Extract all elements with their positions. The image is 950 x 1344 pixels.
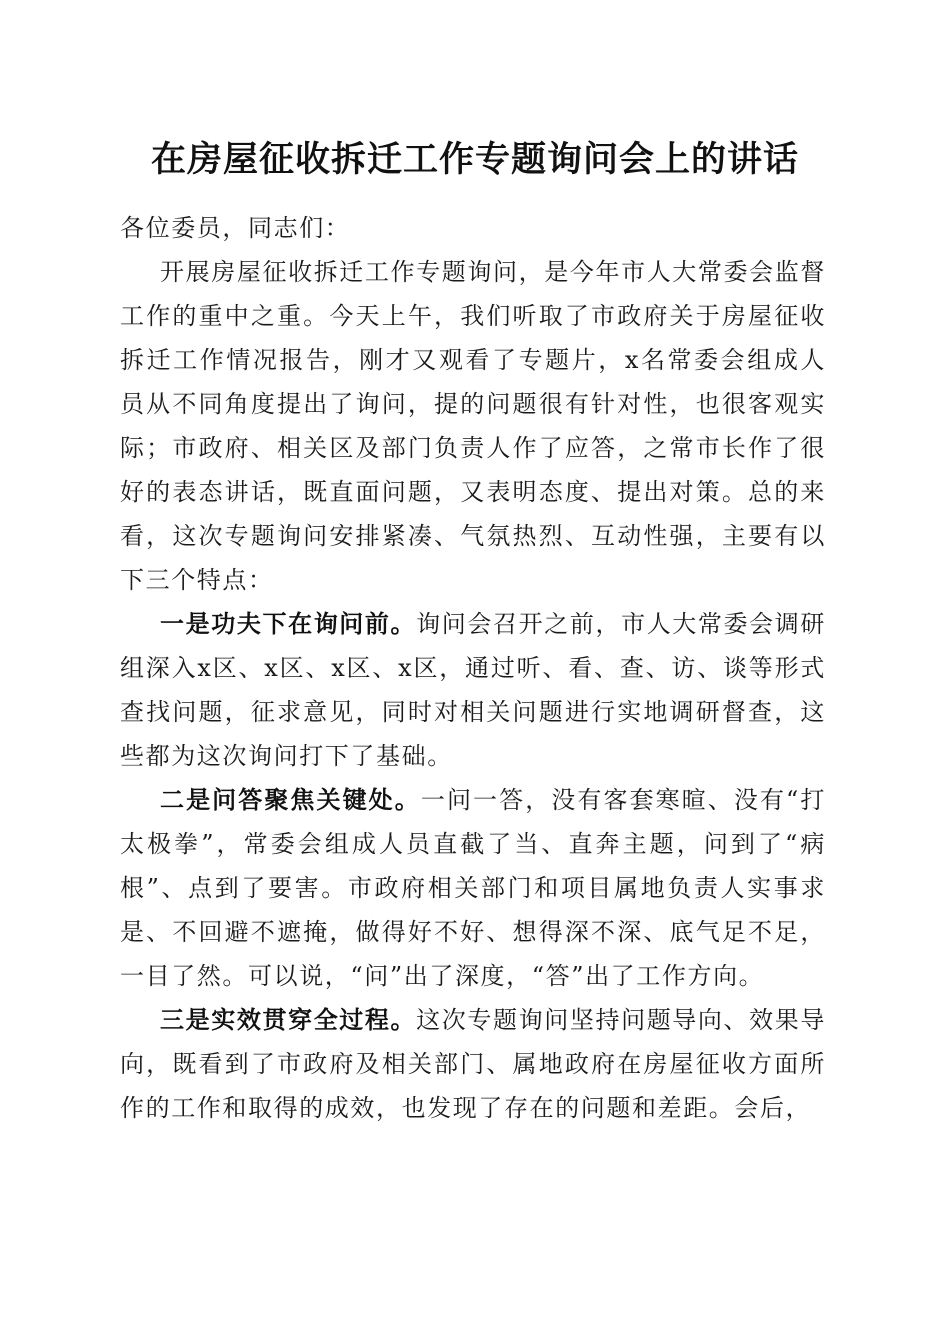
point-lead-3: 三是实效贯穿全过程。 — [160, 1005, 417, 1034]
salutation: 各位委员，同志们： — [120, 214, 351, 242]
point-lead-2: 二是问答聚焦关键处。 — [160, 785, 421, 814]
point-text-3: 这次专题询问坚持问题导向、效果导向，既看到了市政府及相关部门、属地政府在房屋征收方面所作的工作和取得的成效，也发现了存在的问题和差距。会后， — [120, 1006, 826, 1122]
intro-paragraph: 开展房屋征收拆迁工作专题询问，是今年市人大常委会监督工作的重中之重。今天上午，我们听取了市政府关于房屋征收拆迁工作情况报告，刚才又观看了专题片，x名常委会组成人员从不同角度提出了询问，提的问题很有针对性，也很客观实际；市政府、相关区及部门负责人作了应答，之常市长作了很好的表态讲话，既直面问题，又表明态度、提出对策。总的来看，这次专题询问安排紧凑、气氛热烈、互动性强，主要有以下三个特点： — [120, 258, 826, 594]
point-paragraph-1 — [120, 602, 826, 778]
point-text-1: 询问会召开之前，市人大常委会调研组深入x区、x区、x区、x区，通过听、看、查、访、谈等形式查找问题，征求意见，同时对相关问题进行实地调研督查，这些都为这次询问打下了基础。 — [120, 610, 826, 770]
document-title: 在房屋征收拆迁工作专题询问会上的讲话 — [150, 139, 799, 180]
point-paragraph-2 — [120, 778, 826, 998]
point-paragraph-3 — [120, 998, 826, 1130]
document-body — [120, 206, 826, 1130]
point-lead-1: 一是功夫下在询问前。 — [160, 609, 417, 638]
point-text-2: 一问一答，没有客套寒暄、没有“打太极拳”，常委会组成人员直截了当、直奔主题，问到了“病根”、点到了要害。市政府相关部门和项目属地负责人实事求是、不回避不遮掩，做得好不好、想得深不深、底气足不足，一目了然。可以说，“问”出了深度，“答”出了工作方向。 — [120, 786, 827, 990]
